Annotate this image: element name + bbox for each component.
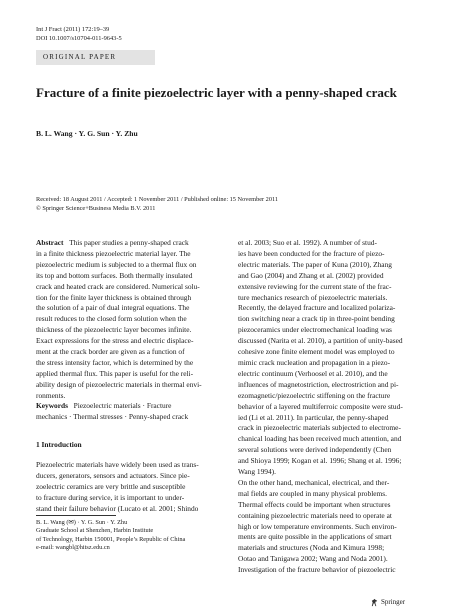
copyright: © Springer Science+Business Media B.V. 2011 xyxy=(36,204,156,212)
body-line: discussed (Narita et al. 2010), a partition of unity-based xyxy=(238,336,403,346)
affiliation-line: of Technology, Harbin 150001, People’s Republic of China xyxy=(36,535,186,543)
intro-line: stand their failure behavior (Lucato et al. 2001; Shindo xyxy=(36,503,199,513)
abstract-line: ability design of piezoelectric materials in thermal envi- xyxy=(36,379,202,389)
body-line: ies have been conducted for the fracture of piezo- xyxy=(238,248,385,258)
abstract-label: Abstract xyxy=(36,238,64,247)
abstract-line: its top and bottom surfaces. Both thermally insulated xyxy=(36,270,193,280)
body-line: piezoceramics under electromechanical loading was xyxy=(238,325,392,335)
doi[interactable]: DOI 10.1007/s10704-011-9643-5 xyxy=(36,35,122,42)
abstract-line: tion for the finite layer thickness is obtained through xyxy=(36,292,192,302)
body-line: Investigation of the fracture behavior of piezoelectric xyxy=(238,565,396,575)
body-line: several solutions were derived independently (Chen xyxy=(238,445,392,455)
body-line: high or low temperature environments. Such environ- xyxy=(238,521,397,531)
article-type-label: ORIGINAL PAPER xyxy=(43,53,117,61)
body-line: Wang 1994). xyxy=(238,467,276,477)
journal-meta xyxy=(36,25,122,43)
body-line: electric continuum (Verhoosel et al. 2010), and the xyxy=(238,368,388,378)
keywords-line: Piezoelectric materials · Fracture xyxy=(73,401,172,410)
author-affiliation xyxy=(36,519,227,552)
abstract-line: Exact expressions for the stress and electric displace- xyxy=(36,336,194,346)
body-line: crack in piezoelectric materials subjected to electrome- xyxy=(238,423,401,433)
body-line: and Shioya 1999; Kogan et al. 1996; Shang et al. 1996; xyxy=(238,456,402,466)
body-line: cohesive zone finite element model was employed to xyxy=(238,347,395,357)
right-column-text xyxy=(238,238,429,576)
abstract-line: Abstract This paper studies a penny-shaped crack xyxy=(36,238,189,247)
abstract-line: in a finite thickness piezoelectric material layer. The xyxy=(36,248,191,258)
publisher-name: Springer xyxy=(381,598,406,606)
footnote-divider xyxy=(36,515,116,516)
publication-dates xyxy=(36,196,426,213)
journal-citation: Int J Fract (2011) 172:19–39 xyxy=(36,26,110,33)
history-dates: Received: 18 August 2011 / Accepted: 1 November 2011 / Published online: 15 November 2011 xyxy=(36,196,279,203)
intro-line: Piezoelectric materials have widely been used as trans- xyxy=(36,460,199,469)
intro-line: zoelectric ceramics are very brittle and susceptible xyxy=(36,481,186,491)
publisher-logo xyxy=(370,598,405,607)
body-line: influences of magnetostriction, electrostriction and pi- xyxy=(238,379,399,389)
body-line: Thermal effects could be important when structures xyxy=(238,499,391,509)
body-line: ture mechanics research of piezoelectric materials. xyxy=(238,292,388,302)
abstract-line: ronments. xyxy=(36,390,66,400)
body-line: behavior of a layered multiferroic composite were stud- xyxy=(238,401,403,411)
abstract-line: piezoelectric medium is subjected to a thermal flux on xyxy=(36,259,197,269)
body-line: containing piezoelectric materials need to operate at xyxy=(238,510,392,520)
body-line: and Gao (2004) and Zhang et al. (2002) provided xyxy=(238,270,384,280)
intro-line: to fracture during service, it is important to under- xyxy=(36,492,185,502)
author-email[interactable]: e-mail: wangbl@hitsz.edu.cn xyxy=(36,543,110,551)
body-line: chanical loading has been received much attention, and xyxy=(238,434,402,444)
affiliation-line: Graduate School at Shenzhen, Harbin Institute xyxy=(36,527,154,535)
abstract-line: ment at the crack border are given as a function of xyxy=(36,347,185,357)
abstract-line: crack and heated crack are considered. Numerical solu- xyxy=(36,281,200,291)
abstract-line: thickness of the piezoelectric layer becomes infinite. xyxy=(36,325,192,335)
abstract-line: result reduces to the closed form solution when the xyxy=(36,314,187,324)
author-list: B. L. Wang · Y. G. Sun · Y. Zhu xyxy=(36,129,138,138)
keywords xyxy=(36,401,227,423)
abstract xyxy=(36,238,227,402)
body-line: tion switching near a crack tip in three-point bending xyxy=(238,314,395,324)
body-line: et al. 2003; Suo et al. 1992). A number of stud- xyxy=(238,238,377,247)
abstract-line: the stress intensity factor, which is determined by the xyxy=(36,357,194,367)
body-line: mimic crack nucleation and propagation in a piezo- xyxy=(238,357,391,367)
body-line: On the other hand, mechanical, electrical, and ther- xyxy=(238,477,390,487)
introduction-text xyxy=(36,460,227,515)
abstract-line: the solution of a pair of dual integral equations. The xyxy=(36,303,190,313)
abstract-line: applied thermal flux. This paper is useful for the reli- xyxy=(36,368,194,378)
body-line: Ootao and Tanigawa 2002; Wang and Noda 2001). xyxy=(238,554,388,564)
body-line: mal fields are coupled in many physical problems. xyxy=(238,488,388,498)
intro-line: ducers, generators, sensors and actuators. Since pie- xyxy=(36,470,190,480)
keywords-line: mechanics · Thermal stresses · Penny-shaped crack xyxy=(36,411,189,421)
springer-horse-icon xyxy=(370,598,379,607)
body-line: materials and structures (Noda and Kimura 1998; xyxy=(238,543,385,553)
body-line: Recently, the delayed fracture and localized polariza- xyxy=(238,303,396,313)
body-line: extensive reviewing for the current state of the frac- xyxy=(238,281,392,291)
body-line: ments are quite possible in the applications of smart xyxy=(238,532,392,542)
paper-title: Fracture of a finite piezoelectric layer with a penny-shaped crack xyxy=(36,85,397,100)
affiliation-authors: B. L. Wang (✉) · Y. G. Sun · Y. Zhu xyxy=(36,519,128,526)
body-line: ied (Li et al. 2011). In particular, the penny-shaped xyxy=(238,412,389,422)
body-line: ezomagnetic/piezoelectric stiffening on the fracture xyxy=(238,390,391,400)
body-line: electric materials. The paper of Kuna (2010), Zhang xyxy=(238,259,392,269)
keywords-label: Keywords xyxy=(36,401,69,410)
section-heading: 1 Introduction xyxy=(36,440,82,449)
